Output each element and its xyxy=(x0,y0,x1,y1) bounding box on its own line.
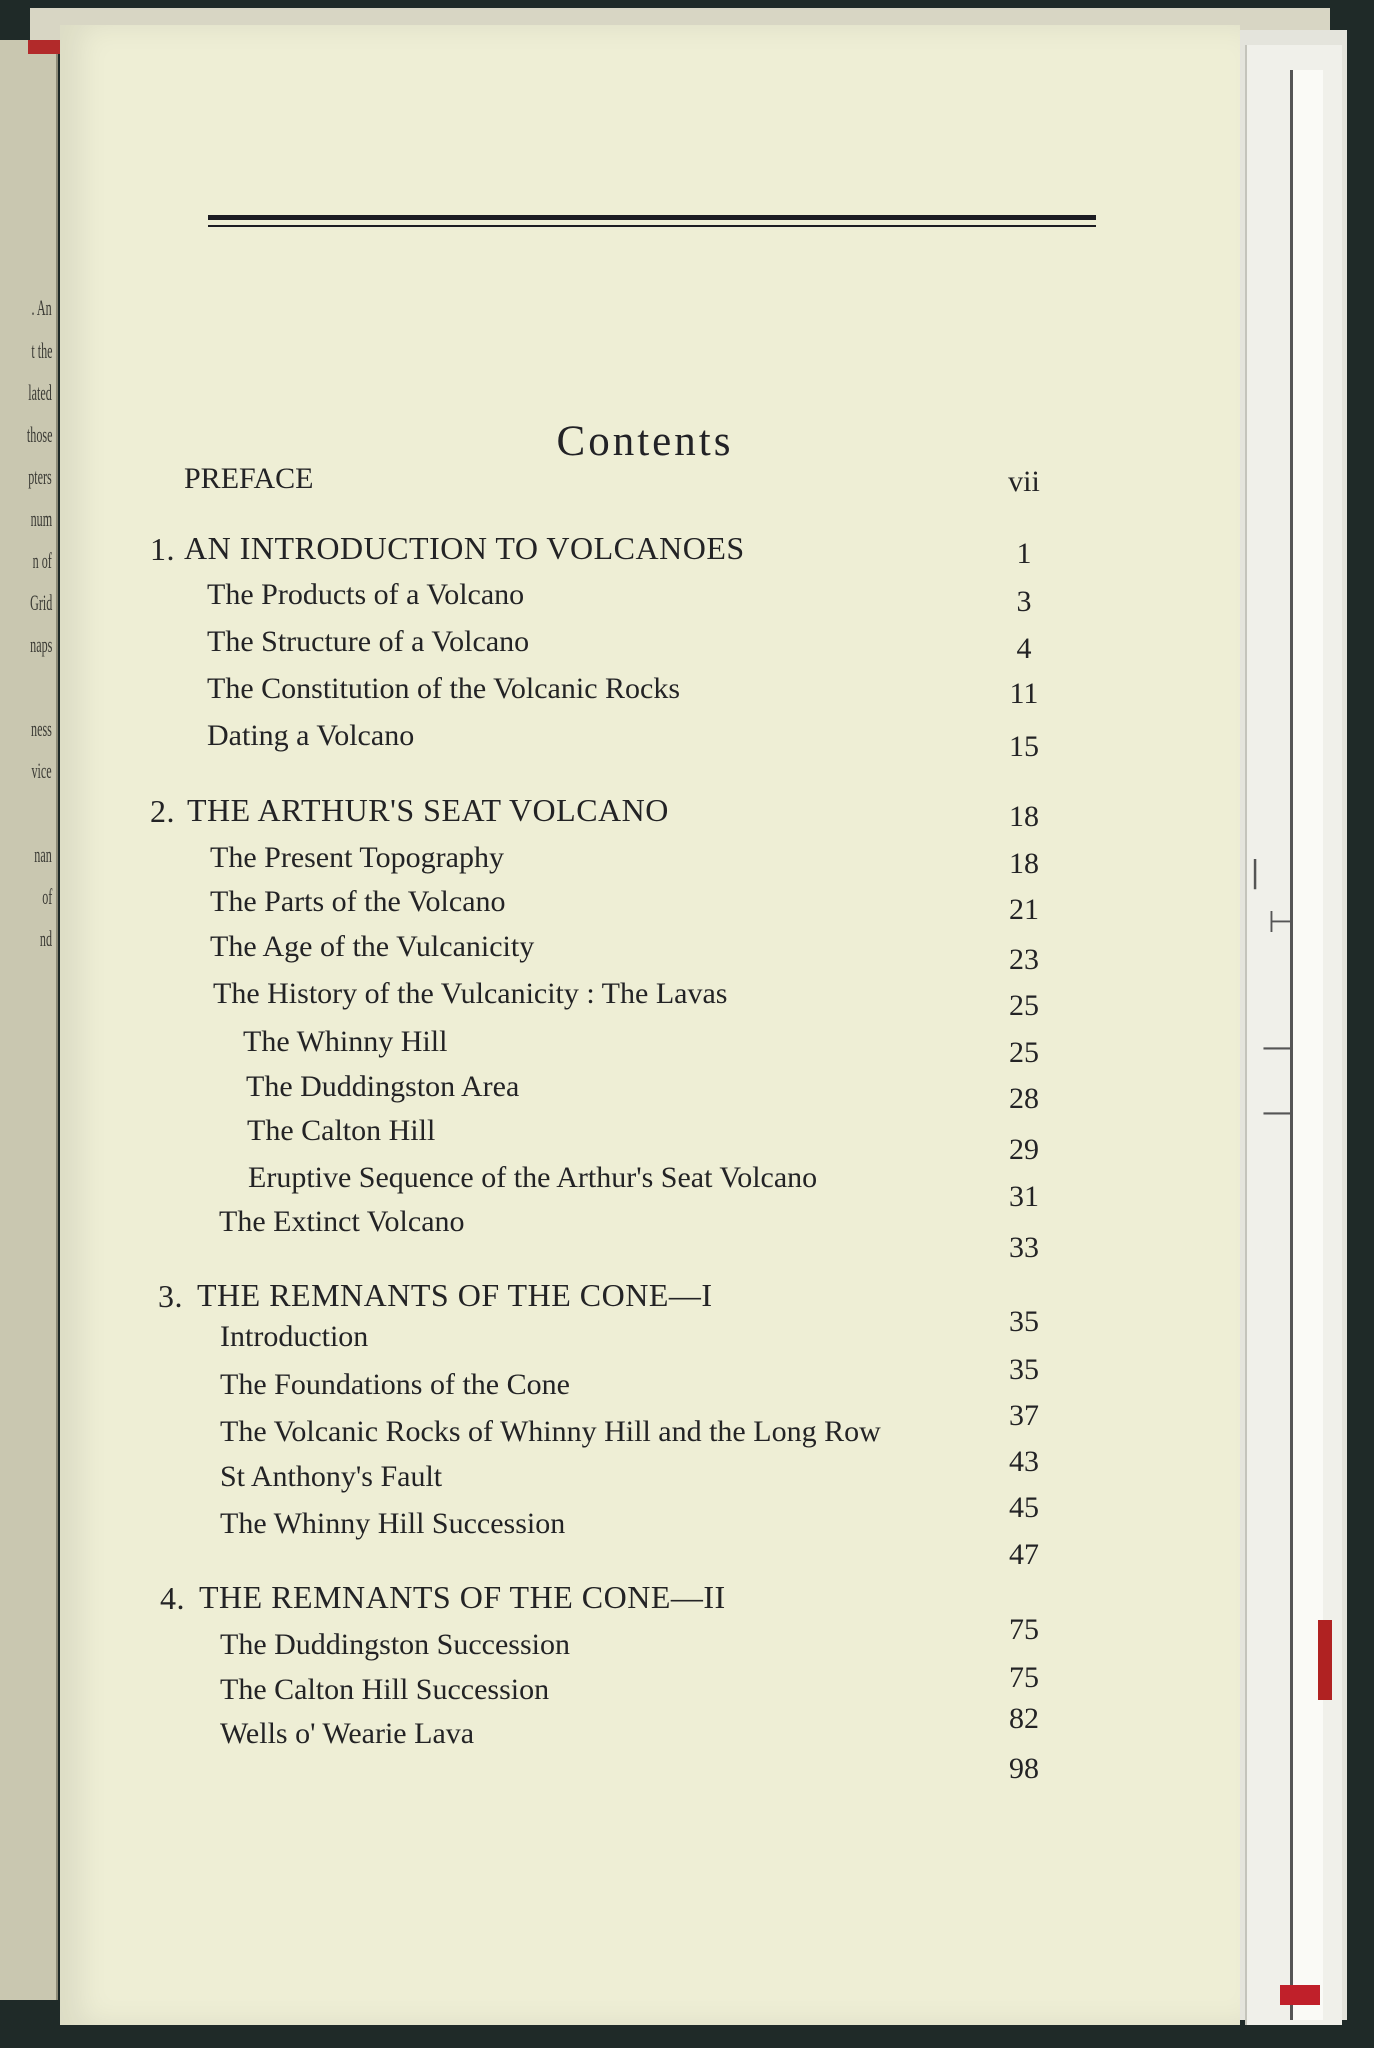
section-title: The Structure of a Volcano xyxy=(207,625,530,658)
facing-page-text: vice xyxy=(31,758,52,783)
pencil-mark: ⊢ xyxy=(1268,905,1295,940)
chapter-number: 1. xyxy=(150,531,175,567)
pencil-mark: — xyxy=(1262,1095,1292,1130)
section-page: 15 xyxy=(1009,730,1039,763)
chapter-title: AN INTRODUCTION TO VOLCANOES xyxy=(184,530,745,566)
section-page: 31 xyxy=(1009,1180,1039,1213)
section-page: 29 xyxy=(1009,1133,1039,1166)
section-title: The Volcanic Rocks of Whinny Hill and the Long Row xyxy=(220,1415,881,1448)
facing-page-text: num xyxy=(30,506,52,531)
chapter-title: THE REMNANTS OF THE CONE—I xyxy=(197,1277,713,1313)
section-page: 3 xyxy=(1016,585,1032,618)
section-page: 82 xyxy=(1009,1702,1039,1735)
page-title: Contents xyxy=(556,418,734,465)
facing-page xyxy=(0,40,58,2000)
facing-page-text: nan xyxy=(34,842,52,867)
section-page: 43 xyxy=(1009,1445,1039,1478)
section-title: The History of the Vulcanicity : The Lavas xyxy=(213,977,728,1010)
contents-page xyxy=(60,25,1240,2025)
chapter-title: THE REMNANTS OF THE CONE—II xyxy=(199,1579,726,1615)
section-title: The Duddingston Succession xyxy=(220,1628,570,1661)
chapter-page: 18 xyxy=(1009,800,1039,833)
section-title: The Constitution of the Volcanic Rocks xyxy=(207,672,681,705)
section-title: The Products of a Volcano xyxy=(207,578,525,611)
section-page: 23 xyxy=(1009,943,1039,976)
section-page: 21 xyxy=(1009,893,1039,926)
section-title: The Whinny Hill Succession xyxy=(220,1507,566,1540)
facing-page-text: t the xyxy=(30,338,52,363)
section-title: The Calton Hill Succession xyxy=(220,1673,550,1706)
section-title: Dating a Volcano xyxy=(207,719,415,752)
subsection-title: Eruptive Sequence of the Arthur's Seat Volcano xyxy=(248,1161,818,1194)
section-title: The Extinct Volcano xyxy=(219,1205,465,1238)
section-title: Introduction xyxy=(220,1320,369,1353)
section-title: Wells o' Wearie Lava xyxy=(220,1717,475,1750)
section-title: The Foundations of the Cone xyxy=(220,1368,570,1401)
section-page: 98 xyxy=(1009,1752,1039,1785)
subsection-title: The Calton Hill xyxy=(247,1114,436,1147)
section-page: 35 xyxy=(1009,1353,1039,1386)
chapter-page: 1 xyxy=(1016,537,1032,570)
chapter-number: 4. xyxy=(160,1580,185,1616)
section-page: 75 xyxy=(1009,1661,1039,1694)
chapter-number: 2. xyxy=(150,793,175,829)
facing-page-text: lated xyxy=(28,380,52,405)
preface-page: vii xyxy=(1008,465,1040,498)
pencil-mark: — xyxy=(1262,1030,1292,1065)
section-page: 28 xyxy=(1009,1082,1039,1115)
pencil-mark: | xyxy=(1250,855,1261,890)
preface-label: PREFACE xyxy=(184,462,314,495)
section-page: 11 xyxy=(1009,677,1039,710)
section-title: The Parts of the Volcano xyxy=(210,885,506,918)
facing-page-text: those xyxy=(26,422,52,447)
section-page: 47 xyxy=(1009,1538,1039,1571)
chapter-page: 35 xyxy=(1009,1305,1039,1338)
facing-page-text: of xyxy=(41,884,52,909)
section-page: 4 xyxy=(1016,632,1032,665)
subsection-title: The Duddingston Area xyxy=(246,1070,520,1103)
section-title: The Age of the Vulcanicity xyxy=(210,930,535,963)
section-page: 37 xyxy=(1009,1399,1039,1432)
chapter-title: THE ARTHUR'S SEAT VOLCANO xyxy=(187,792,669,828)
facing-page-text: naps xyxy=(29,632,52,657)
book-cover-edge xyxy=(1290,70,1323,2020)
facing-page-text: pters xyxy=(28,464,52,489)
facing-page-text: n of xyxy=(32,548,52,573)
chapter-number: 3. xyxy=(158,1278,183,1314)
section-page: 45 xyxy=(1009,1491,1039,1524)
facing-page-text: Grid xyxy=(29,590,52,615)
subsection-title: The Whinny Hill xyxy=(243,1025,448,1058)
facing-page-text: nd xyxy=(39,926,52,951)
red-cover-detail xyxy=(1280,1985,1320,2005)
chapter-page: 75 xyxy=(1009,1613,1039,1646)
section-page: 25 xyxy=(1009,989,1039,1022)
section-title: The Present Topography xyxy=(210,841,504,874)
section-title: St Anthony's Fault xyxy=(220,1460,443,1493)
header-rule xyxy=(208,225,1096,227)
section-page: 18 xyxy=(1009,847,1039,880)
red-cover-detail xyxy=(1318,1620,1332,1700)
facing-page-text: . An xyxy=(31,295,52,320)
section-page: 25 xyxy=(1009,1036,1039,1069)
section-page: 33 xyxy=(1009,1231,1039,1264)
header-rule xyxy=(208,215,1096,220)
facing-page-text: ness xyxy=(31,716,52,741)
